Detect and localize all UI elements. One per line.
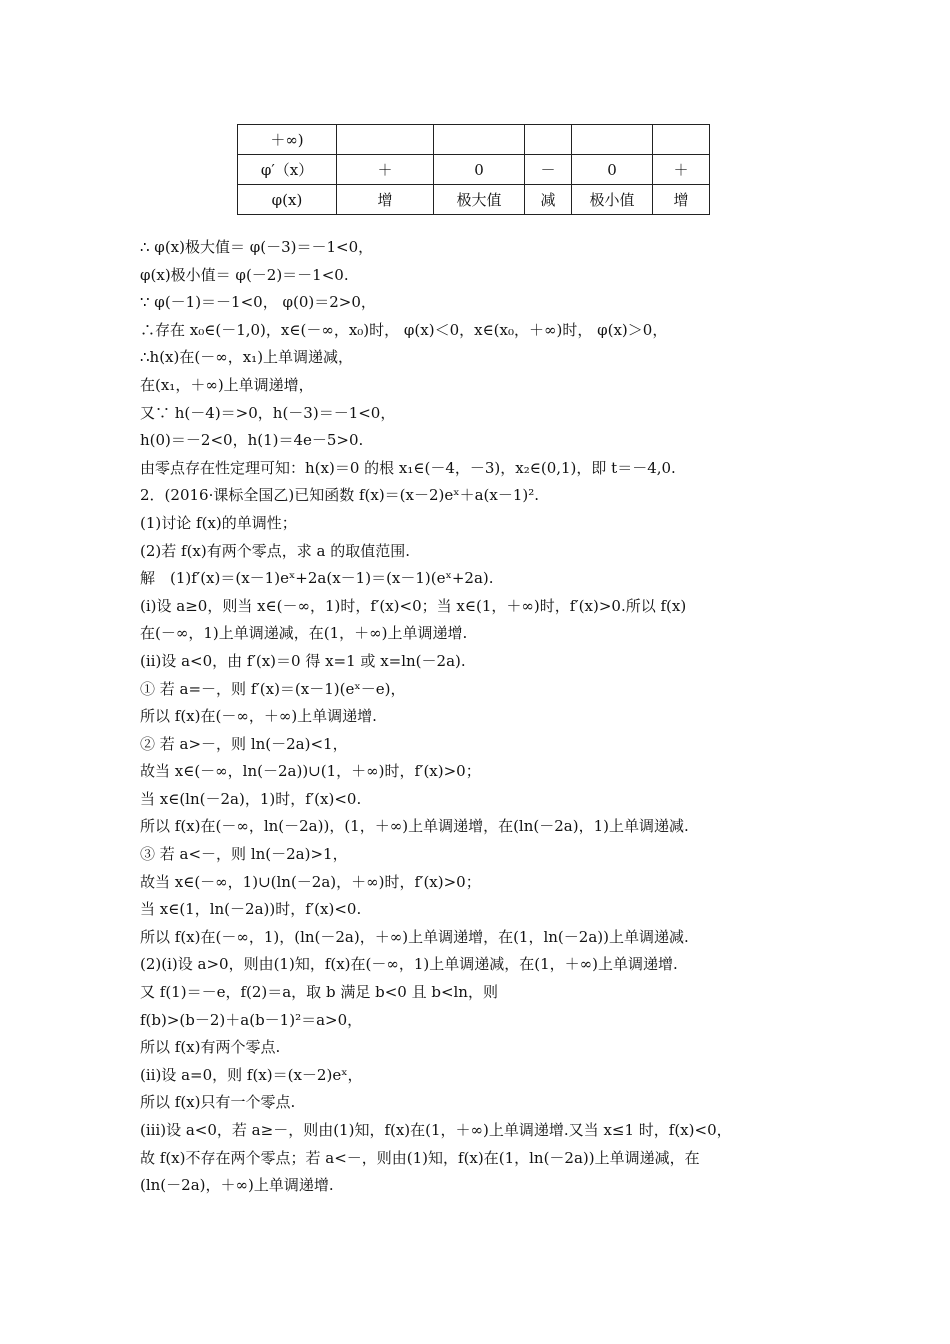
table-cell: ＋ (337, 155, 434, 185)
table-cell: 0 (572, 155, 653, 185)
table-cell: 0 (434, 155, 525, 185)
table-cell (653, 125, 710, 155)
table-cell: ＋∞) (238, 125, 337, 155)
table-row (238, 155, 710, 185)
text-line: (ⅲ)设 a<0，若 a≥－，则由(1)知，f(x)在(1，＋∞)上单调递增.又当 x≤1 时，f(x)<0， (140, 1121, 732, 1139)
text-line: 故 f(x)不存在两个零点；若 a<－，则由(1)知，f(x)在(1，ln(－2a))上单调递减，在 (140, 1148, 700, 1167)
text-line: (1)讨论 f(x)的单调性； (140, 513, 297, 532)
text-line: (2)若 f(x)有两个零点，求 a 的取值范围. (140, 541, 410, 560)
text-line: 所以 f(x)只有一个零点. (140, 1093, 296, 1112)
problem-statement: 2．(2016·课标全国乙)已知函数 f(x)＝(x－2)eˣ＋a(x－1)². (140, 486, 540, 505)
table-cell (434, 125, 525, 155)
text-line: (ⅰ)设 a≥0，则当 x∈(－∞，1)时，f′(x)<0；当 x∈(1，＋∞)时，f′(x)>0.所以 f(x) (140, 596, 687, 615)
table-row (238, 125, 710, 155)
text-line: h(0)＝－2<0，h(1)＝4e－5>0. (140, 431, 364, 450)
text-line: 所以 f(x)有两个零点. (140, 1038, 281, 1057)
text-line: 当 x∈(1，ln(－2a))时，f′(x)<0. (140, 900, 362, 919)
text-line: f(b)>(b－2)＋a(b－1)²＝a>0， (140, 1010, 363, 1029)
table-cell: 极大值 (434, 185, 525, 215)
text-line: 又∵ h(－4)＝>0，h(－3)＝－1<0， (140, 403, 396, 422)
text-line: 在(－∞，1)上单调递减，在(1，＋∞)上单调递增. (140, 624, 468, 643)
text-line: ③ 若 a<－，则 ln(－2a)>1， (140, 845, 348, 864)
text-line: 所以 f(x)在(－∞，＋∞)上单调递增. (140, 707, 377, 726)
text-line: (ln(－2a)，＋∞)上单调递增. (140, 1176, 334, 1195)
table-cell (525, 125, 572, 155)
table-cell: φ(x) (238, 185, 337, 215)
table-cell: φ′（x） (238, 155, 337, 185)
table-row (238, 185, 710, 215)
text-line: ∴ φ(x)极大值＝ φ(－3)＝－1<0， (140, 238, 374, 256)
text-line: 由零点存在性定理可知：h(x)＝0 的根 x₁∈(－4，－3)，x₂∈(0,1)，即 t＝－4,0. (140, 458, 676, 477)
table-cell: 极小值 (572, 185, 653, 215)
sign-table (237, 124, 710, 215)
text-line: 所以 f(x)在(－∞，ln(－2a))，(1，＋∞)上单调递增，在(ln(－2a)，1)上单调递减. (140, 817, 689, 836)
text-line: 又 f(1)＝－e，f(2)＝a，取 b 满足 b<0 且 b<ln，则 (140, 983, 498, 1002)
text-line: (ⅱ)设 a=0，则 f(x)＝(x－2)eˣ， (140, 1065, 363, 1084)
table-cell (337, 125, 434, 155)
text-line: 在(x₁，＋∞)上单调递增， (140, 375, 314, 394)
text-line: 当 x∈(ln(－2a)，1)时，f′(x)<0. (140, 789, 362, 808)
text-line: ∴存在 x₀∈(－1,0)，x∈(－∞，x₀)时， φ(x)＜0，x∈(x₀，＋∞)时， φ(x)＞0， (140, 320, 668, 339)
text-line: ∵ φ(－1)＝－1<0， φ(0)＝2>0， (140, 293, 376, 312)
text-line: 故当 x∈(－∞，ln(－2a))∪(1，＋∞)时，f′(x)>0； (140, 762, 481, 781)
table-cell: 增 (337, 185, 434, 215)
table-cell: ＋ (653, 155, 710, 185)
text-line: (ⅱ)设 a<0，由 f′(x)＝0 得 x=1 或 x=ln(－2a). (140, 651, 466, 670)
text-line: φ(x)极小值＝ φ(－2)＝－1<0. (140, 265, 349, 284)
table-cell: 减 (525, 185, 572, 215)
text-line: 解 (1)f′(x)＝(x－1)eˣ+2a(x－1)＝(x－1)(eˣ+2a). (140, 569, 494, 588)
text-line: 故当 x∈(－∞，1)∪(ln(－2a)，＋∞)时，f′(x)>0； (140, 872, 481, 891)
table-cell: － (525, 155, 572, 185)
text-line: ∴h(x)在(－∞，x₁)上单调递减， (140, 348, 354, 367)
solution-text (140, 234, 820, 1200)
table-cell: 增 (653, 185, 710, 215)
text-line: 所以 f(x)在(－∞，1)，(ln(－2a)，＋∞)上单调递增，在(1，ln(－2a))上单调递减. (140, 927, 689, 946)
text-line: (2)(ⅰ)设 a>0，则由(1)知，f(x)在(－∞，1)上单调递减，在(1，＋∞)上单调递增. (140, 955, 678, 974)
table-cell (572, 125, 653, 155)
text-line: ② 若 a>－，则 ln(－2a)<1， (140, 734, 348, 753)
text-line: ① 若 a=－，则 f′(x)＝(x－1)(eˣ－e)， (140, 679, 406, 698)
